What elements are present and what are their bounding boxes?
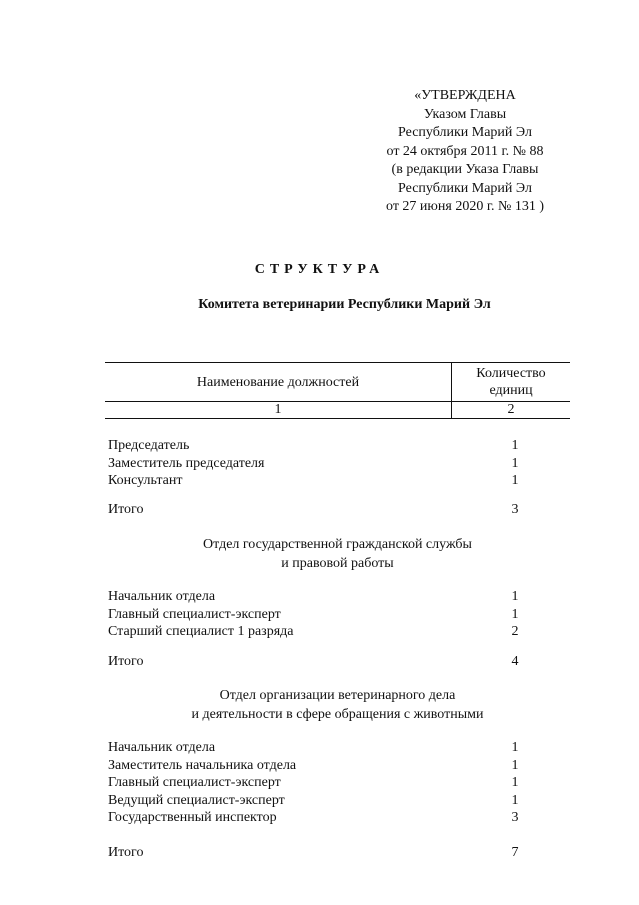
- table-header: [105, 362, 570, 419]
- list-item: [108, 809, 573, 827]
- approval-line: Республики Марий Эл: [398, 180, 532, 196]
- position-name: Главный специалист-эксперт: [108, 606, 281, 622]
- position-count: 1: [511, 438, 519, 453]
- position-count: 3: [511, 810, 519, 825]
- position-name: Заместитель председателя: [108, 455, 265, 471]
- approval-line: «УТВЕРЖДЕНА: [414, 88, 516, 103]
- position-name: Начальник отдела: [108, 740, 216, 755]
- document-title: СТРУКТУРА: [254, 262, 385, 277]
- dept2-total: [108, 844, 573, 862]
- section-title-line: Отдел организации ветеринарного дела: [219, 688, 456, 703]
- position-name: Главный специалист-эксперт: [108, 775, 281, 790]
- list-item: [108, 623, 573, 641]
- approval-line: от 27 июня 2020 г. № 131 ): [386, 199, 544, 214]
- dept2-list: [108, 739, 573, 827]
- position-count: 1: [511, 606, 519, 622]
- total-count: 7: [511, 845, 519, 860]
- section-title-dept1: [105, 535, 570, 573]
- section-title-line: и правовой работы: [281, 556, 394, 571]
- list-item: [108, 774, 573, 792]
- position-count: 2: [511, 624, 519, 639]
- position-name: Старший специалист 1 разряда: [108, 624, 294, 639]
- position-name: Заместитель начальника отдела: [108, 757, 297, 773]
- position-count: 1: [511, 455, 519, 471]
- total-row: [108, 653, 573, 671]
- approval-line: Указом Главы: [423, 106, 507, 122]
- list-item: [108, 588, 573, 606]
- position-count: 1: [511, 792, 519, 808]
- document-subtitle: Комитета ветеринарии Республики Марий Эл: [198, 297, 491, 312]
- section-title-dept2: [105, 686, 570, 724]
- header-count: [452, 363, 571, 402]
- list-item: [108, 606, 573, 624]
- position-count: 1: [511, 473, 519, 488]
- position-name: Начальник отдела: [108, 589, 216, 604]
- approval-line: (в редакции Указа Главы: [391, 162, 539, 177]
- list-item: [108, 455, 573, 473]
- position-name: Председатель: [108, 438, 190, 453]
- dept1-list: [108, 588, 573, 641]
- total-count: 4: [511, 654, 519, 669]
- list-item: [108, 757, 573, 775]
- position-count: 1: [511, 740, 519, 755]
- list-item: [108, 739, 573, 757]
- header-column-number-1: 1: [105, 402, 452, 419]
- total-label: Итого: [108, 654, 144, 669]
- section-title-line: и деятельности в сфере обращения с животными: [191, 707, 484, 722]
- position-name: Консультант: [108, 473, 183, 488]
- header-positions: Наименование должностей: [105, 363, 452, 402]
- list-item: [108, 437, 573, 455]
- header-count-line2: единиц: [489, 383, 533, 398]
- approval-line: Республики Марий Эл: [398, 125, 532, 140]
- header-column-number-2: 2: [452, 402, 571, 419]
- position-count: 1: [511, 757, 519, 773]
- total-row: [108, 844, 573, 862]
- position-name: Государственный инспектор: [108, 810, 277, 825]
- approval-line: от 24 октября 2011 г. № 88: [386, 143, 544, 159]
- dept1-total: [108, 653, 573, 671]
- list-item: [108, 472, 573, 490]
- total-label: Итого: [108, 845, 144, 860]
- list-item: [108, 792, 573, 810]
- header-count-line1: Количество: [476, 366, 546, 381]
- position-count: 1: [511, 775, 519, 790]
- total-label: Итого: [108, 502, 144, 517]
- section-title-line: Отдел государственной гражданской службы: [203, 537, 472, 552]
- total-count: 3: [511, 502, 519, 517]
- position-name: Ведущий специалист-эксперт: [108, 792, 285, 808]
- leadership-list: [108, 437, 573, 490]
- approval-stamp: [360, 87, 570, 217]
- leadership-total: [108, 501, 573, 519]
- total-row: [108, 501, 573, 519]
- position-count: 1: [511, 589, 519, 604]
